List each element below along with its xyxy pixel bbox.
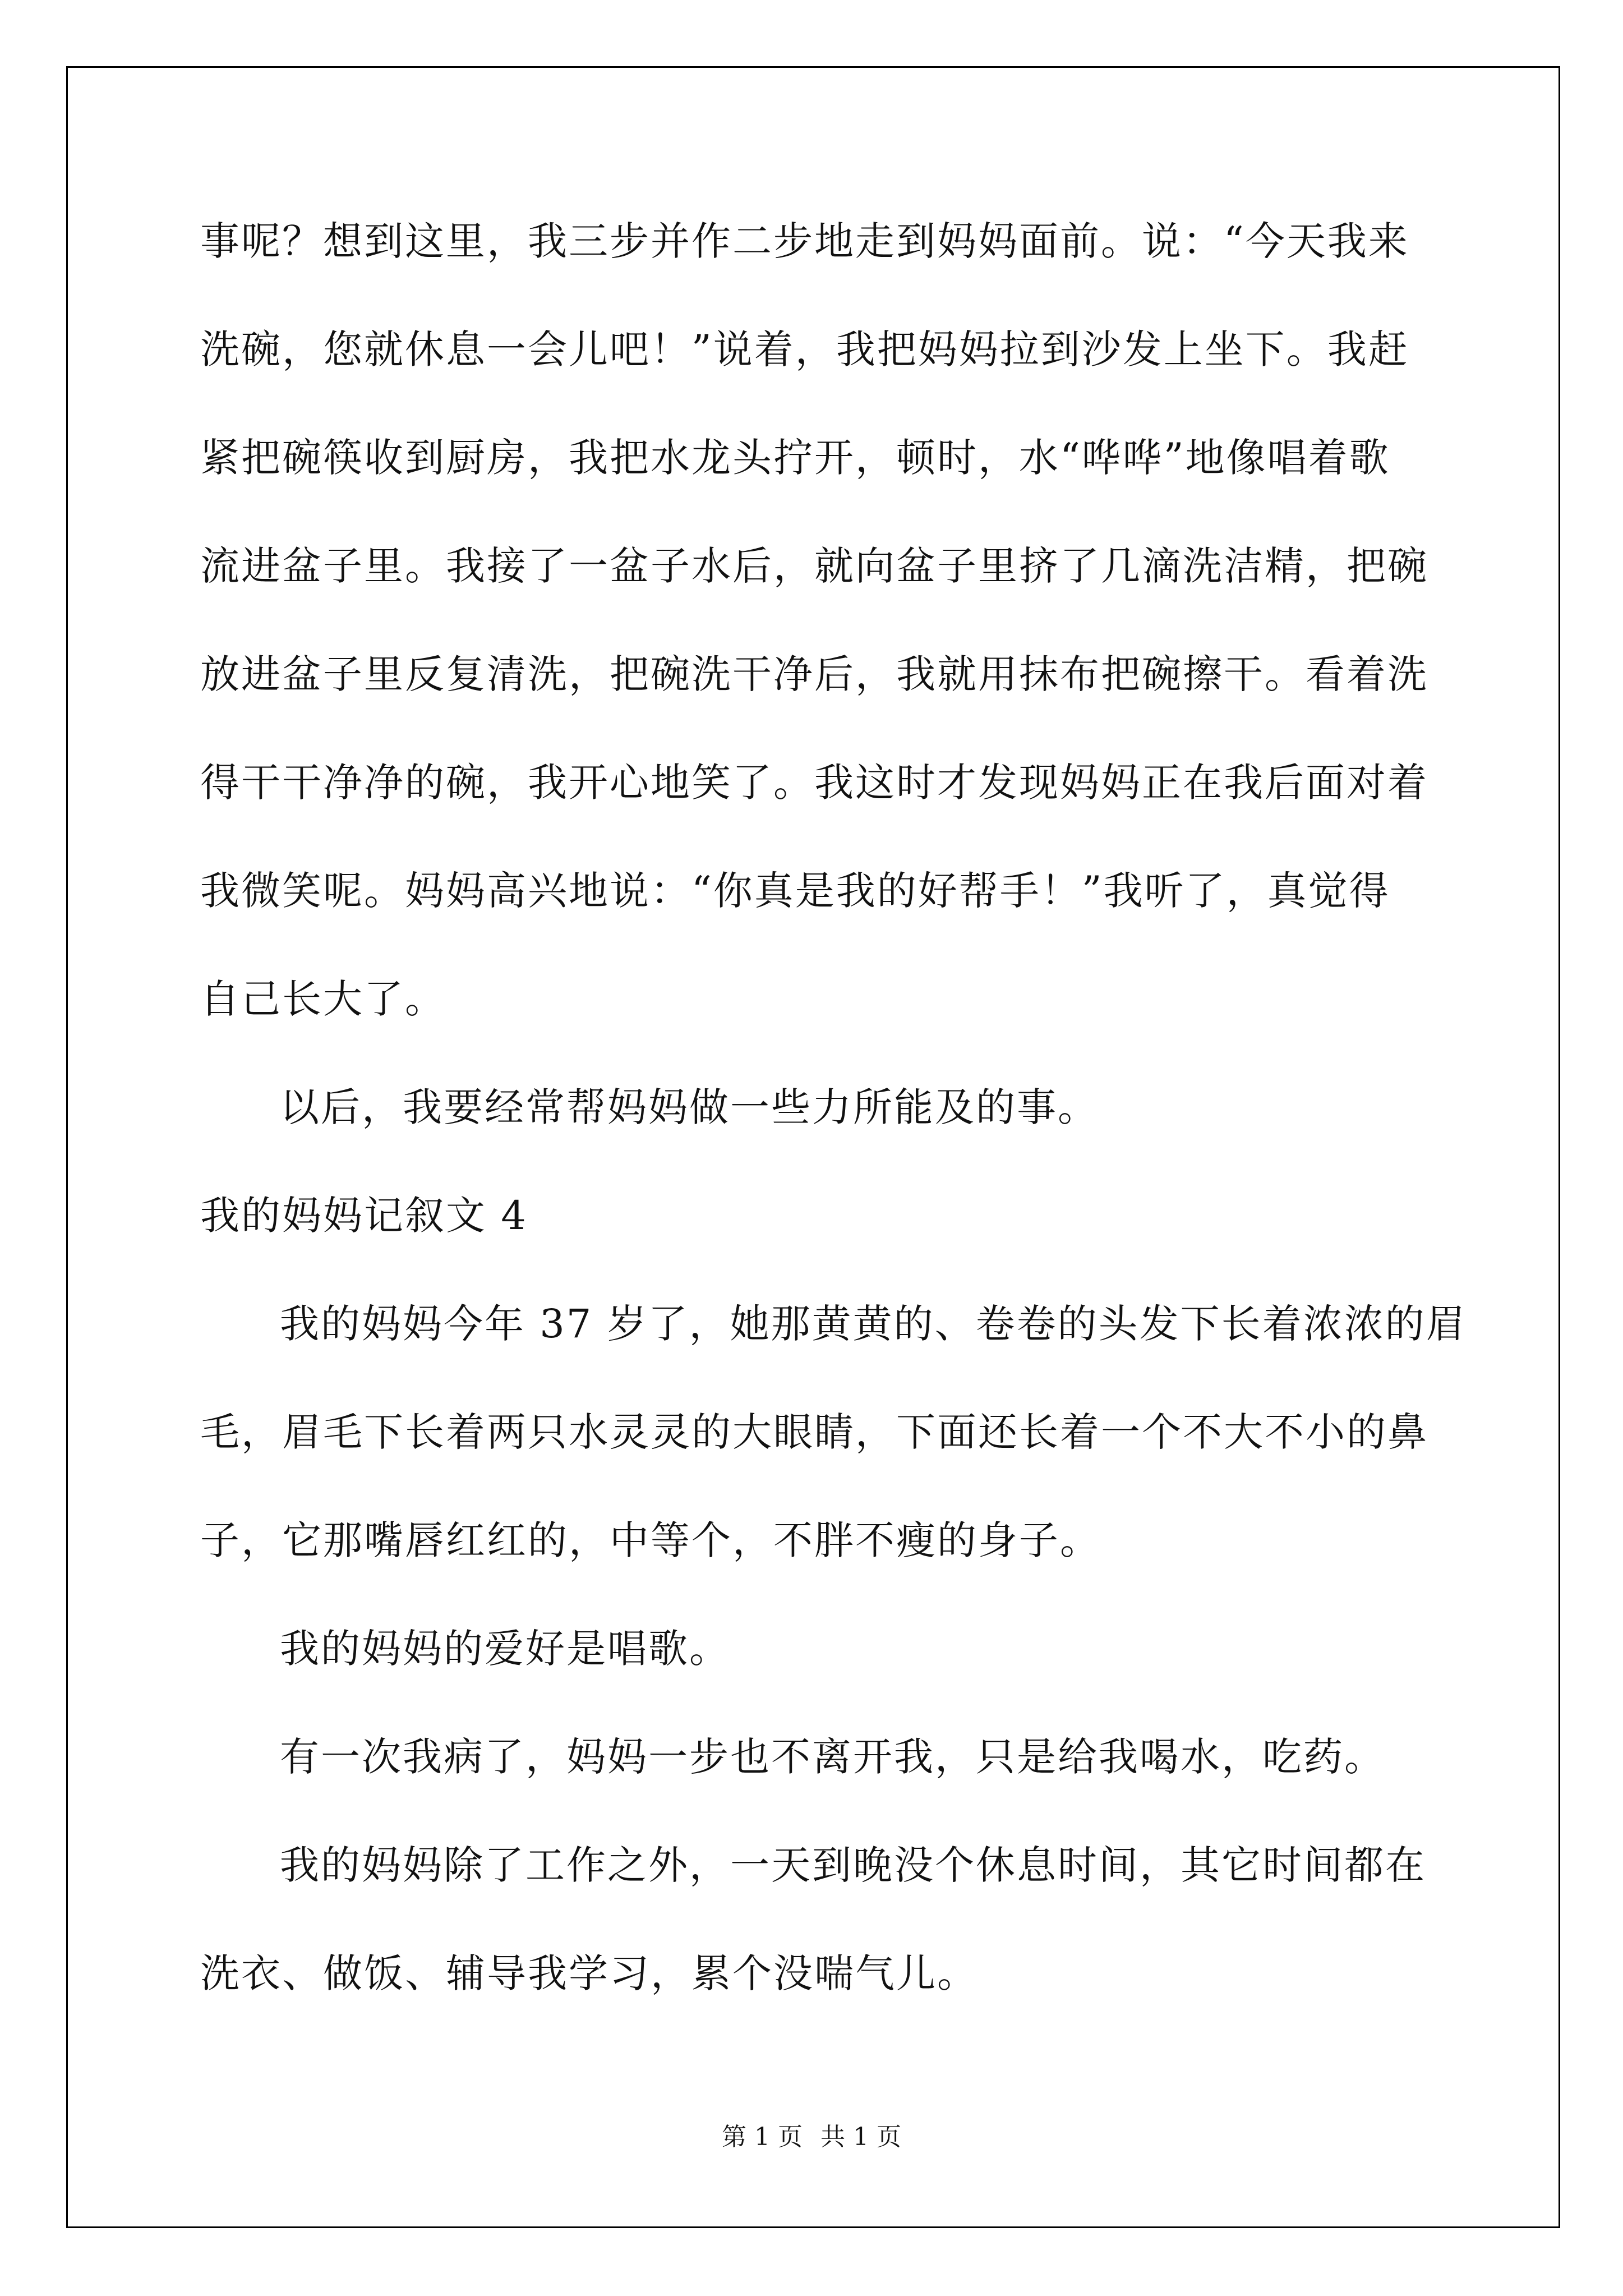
page-footer xyxy=(0,2123,1623,2151)
paragraph-line: 紧把碗筷收到厨房，我把水龙头拧开，顿时，水“哗哗”地像唱着歌 xyxy=(200,435,1390,481)
paragraph-line: 毛，眉毛下长着两只水灵灵的大眼睛，下面还长着一个不大不小的鼻 xyxy=(200,1409,1428,1455)
document-body xyxy=(200,213,1467,2054)
paragraph-line: 洗碗，您就休息一会儿吧！”说着，我把妈妈拉到沙发上坐下。我赶 xyxy=(200,326,1409,372)
paragraph-line: 以后，我要经常帮妈妈做一些力所能及的事。 xyxy=(280,1084,1099,1130)
page-number: 第 1 页 xyxy=(722,2123,803,2151)
paragraph-line: 流进盆子里。我接了一盆子水后，就向盆子里挤了几滴洗洁精，把碗 xyxy=(200,543,1428,589)
paragraph-line: 我的妈妈今年 37 岁了，她那黄黄的、卷卷的头发下长着浓浓的眉 xyxy=(280,1301,1467,1347)
paragraph-line: 放进盆子里反复清洗，把碗洗干净后，我就用抹布把碗擦干。看着洗 xyxy=(200,651,1428,697)
paragraph-line: 子，它那嘴唇红红的，中等个，不胖不瘦的身子。 xyxy=(200,1517,1101,1563)
paragraph-line: 我的妈妈除了工作之外，一天到晚没个休息时间，其它时间都在 xyxy=(280,1842,1426,1888)
paragraph-line: 洗衣、做饭、辅导我学习，累个没喘气儿。 xyxy=(200,1950,978,1996)
paragraph-line: 得干干净净的碗，我开心地笑了。我这时才发现妈妈正在我后面对着 xyxy=(200,760,1428,806)
page-count: 共 1 页 xyxy=(820,2123,901,2151)
paragraph-line: 自己长大了。 xyxy=(200,976,446,1022)
paragraph-line: 我的妈妈的爱好是唱歌。 xyxy=(280,1626,730,1672)
paragraph-line: 有一次我病了，妈妈一步也不离开我，只是给我喝水，吃药。 xyxy=(280,1734,1385,1780)
paragraph-line: 事呢？想到这里，我三步并作二步地走到妈妈面前。说：“今天我来 xyxy=(200,218,1409,264)
section-heading: 我的妈妈记叙文 4 xyxy=(200,1193,528,1239)
paragraph-line: 我微笑呢。妈妈高兴地说：“你真是我的好帮手！”我听了，真觉得 xyxy=(200,868,1390,914)
